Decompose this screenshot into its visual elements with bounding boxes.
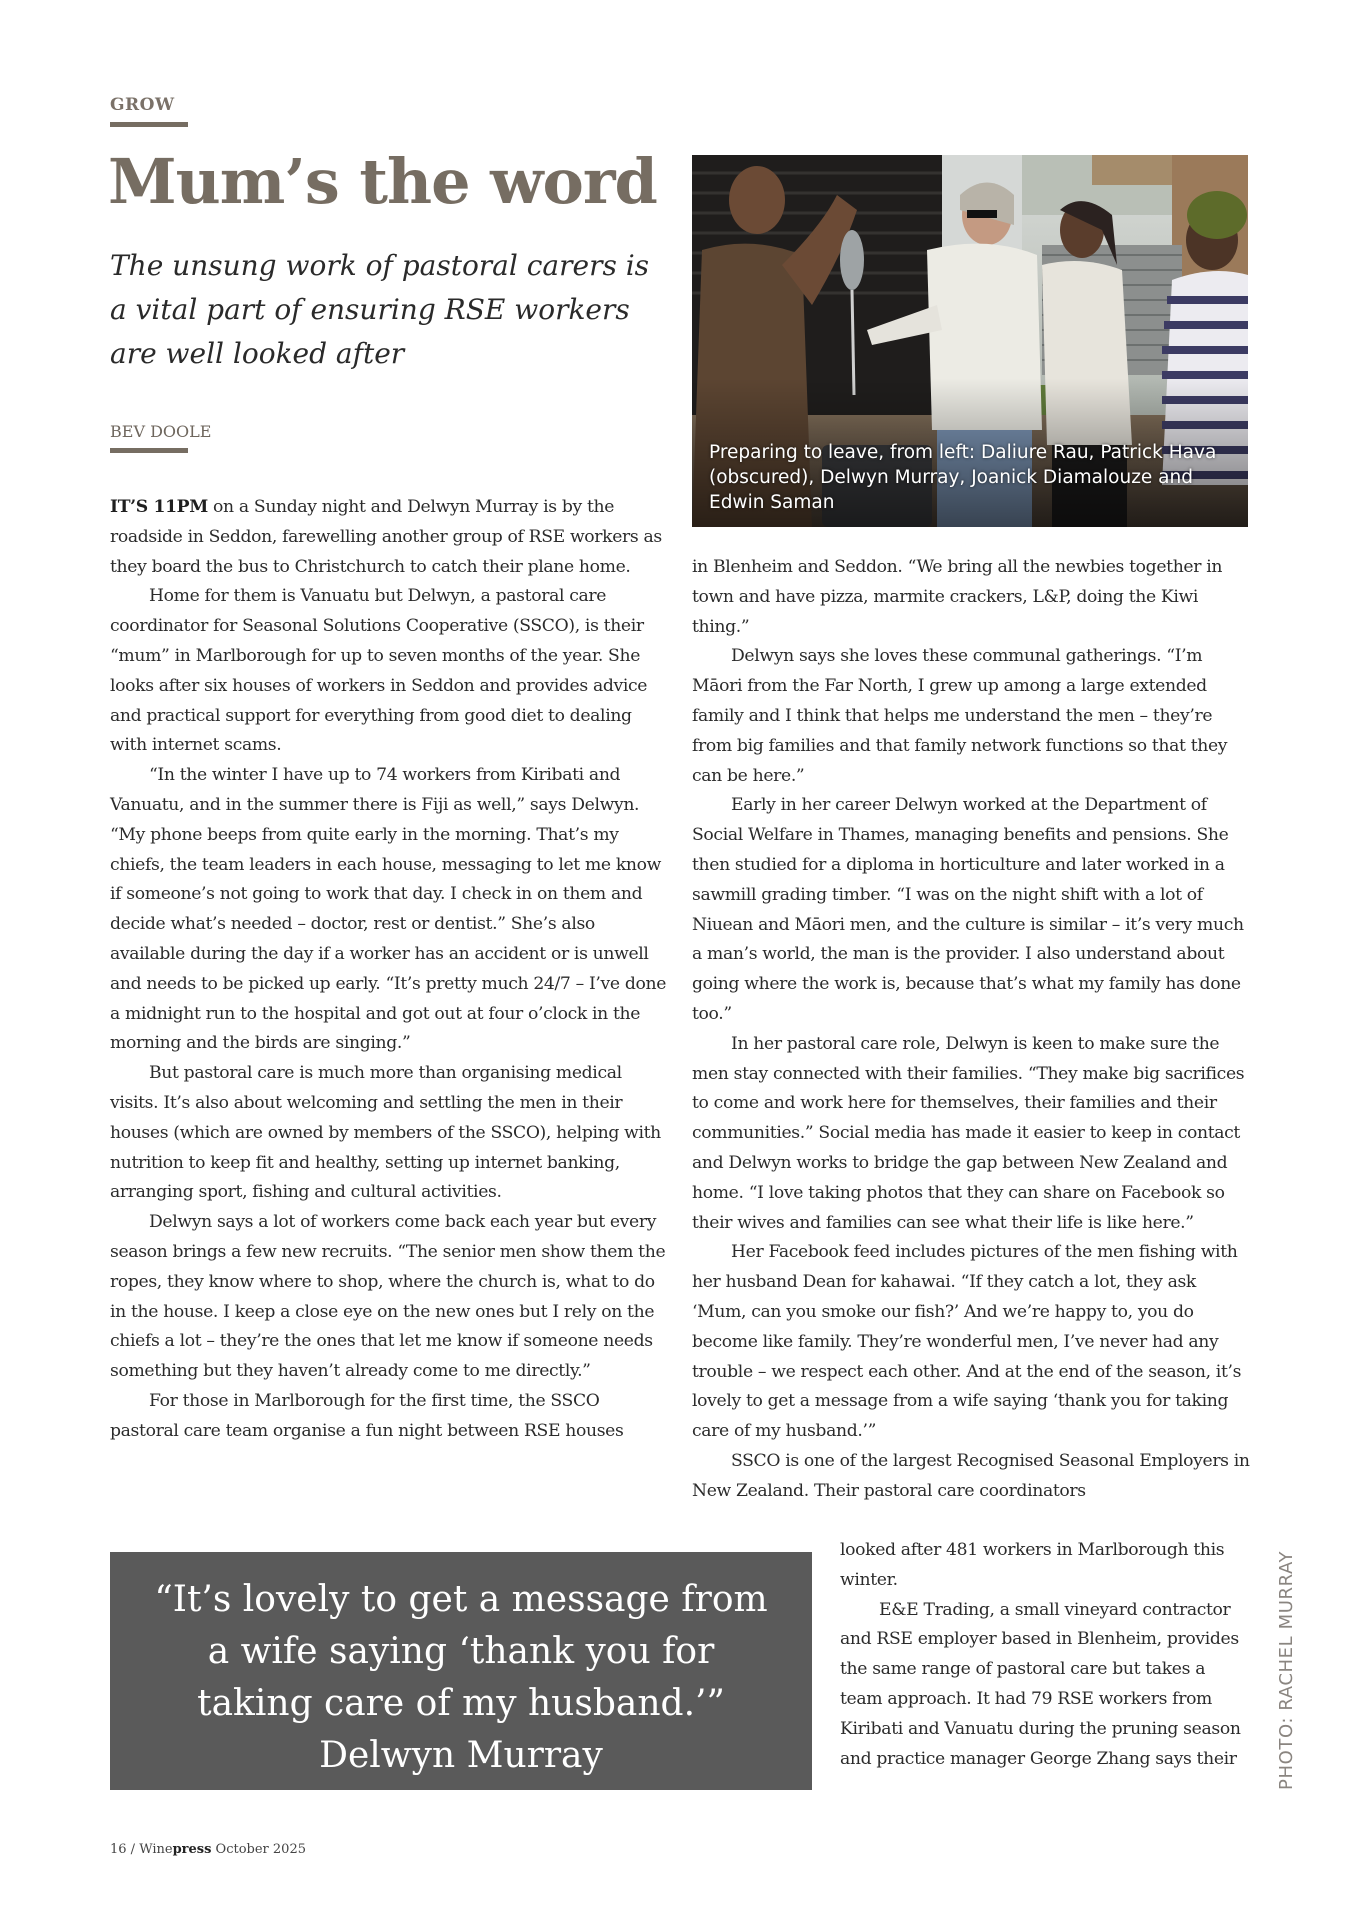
paragraph: Delwyn says she loves these communal gatherings. “I’m Māori from the Far North, I grew up among a large extended family and I think that helps me understand the men – they’re from big families and that family network functions so that they can be here.” <box>692 646 1228 786</box>
paragraph: Early in her career Delwyn worked at the Department of Social Welfare in Thames, managing benefits and pensions. She then studied for a diploma in horticulture and later worked in a sawmill grading timber. “I was on the night shift with a lot of Niuean and Māori men, and the culture is similar – it’s very much a man’s world, the man is the provider. I also understand about going where the work is, because that’s what my family has done too.” <box>692 795 1244 1024</box>
headline: Mum’s the word <box>108 145 657 218</box>
footer-separator: / <box>126 1842 140 1857</box>
article-column-left <box>110 493 670 1447</box>
article-column-right-narrow <box>840 1536 1252 1774</box>
paragraph: in Blenheim and Seddon. “We bring all the newbies together in town and have pizza, marmite crackers, L&P, doing the Kiwi thing.” <box>692 557 1223 637</box>
paragraph: SSCO is one of the largest Recognised Seasonal Employers in New Zealand. Their pastoral care coordinators <box>692 1450 1250 1501</box>
paragraph: But pastoral care is much more than organising medical visits. It’s also about welcoming and settling the men in their houses (which are owned by members of the SSCO), helping with nutrition to keep fit and healthy, setting up internet banking, arranging sport, fishing and cultural activities. <box>110 1063 661 1203</box>
paragraph: “In the winter I have up to 74 workers from Kiribati and Vanuatu, and in the summer there is Fiji as well,” says Delwyn. “My phone beeps from quite early in the morning. That’s my chiefs, the team leaders in each house, messaging to let me know if someone’s not going to work that day. I check in on them and decide what’s needed – doctor, rest or dentist.” She’s also available during the day if a worker has an accident or is unwell and needs to be picked up early. “It’s pretty much 24/7 – I’ve done a midnight run to the hospital and got out at four o’clock in the morning and the birds are singing.” <box>110 765 667 1054</box>
byline: BEV DOOLE <box>110 422 212 441</box>
publication-name-regular: Wine <box>139 1842 173 1857</box>
paragraph-text: on a Sunday night and Delwyn Murray is by the roadside in Seddon, farewelling another group of RSE workers as they board the bus to Christchurch to catch their plane home. <box>110 497 662 577</box>
pull-quote-attribution: Delwyn Murray <box>319 1735 603 1776</box>
section-label: GROW <box>110 95 175 115</box>
issue-date: October 2025 <box>211 1842 306 1857</box>
photo <box>692 155 1248 527</box>
paragraph <box>110 493 670 582</box>
paragraph: looked after 481 workers in Marlborough this winter. <box>840 1540 1225 1590</box>
paragraph: E&E Trading, a small vineyard contractor and RSE employer based in Blenheim, provides the same range of pastoral care but takes a team approach. It had 79 RSE workers from Kiribati and Vanuatu during the pruning season and practice manager George Zhang says their <box>840 1599 1241 1769</box>
footer <box>110 1842 306 1857</box>
pull-quote-text: “It’s lovely to get a message from a wife saying ‘thank you for taking care of my husband.’” <box>154 1579 768 1724</box>
section-rule <box>110 122 188 127</box>
paragraph: In her pastoral care role, Delwyn is keen to make sure the men stay connected with their families. “They make big sacrifices to come and work here for themselves, their families and their communities.” Social media has made it easier to keep in contact and Delwyn works to bridge the gap between New Zealand and home. “I love taking photos that they can share on Facebook so their wives and families can see what their life is like here.” <box>692 1033 1245 1233</box>
byline-rule <box>110 448 188 453</box>
photo-credit: PHOTO: RACHEL MURRAY <box>1276 1550 1297 1790</box>
paragraph: Her Facebook feed includes pictures of the men fishing with her husband Dean for kahawai. “If they catch a lot, they ask ‘Mum, can you smoke our fish?’ And we’re happy to, you do become like family. They’re wonderful men, I’ve never had any trouble – we respect each other. And at the end of the season, it’s lovely to get a message from a wife saying ‘thank you for taking care of my husband.’” <box>692 1242 1242 1442</box>
paragraph: Home for them is Vanuatu but Delwyn, a pastoral care coordinator for Seasonal Solutions Cooperative (SSCO), is their “mum” in Marlborough for up to seven months of the year. She looks after six houses of workers in Seddon and provides advice and practical support for everything from good diet to dealing with internet scams. <box>110 586 648 756</box>
page-number: 16 <box>110 1842 127 1857</box>
paragraph: Delwyn says a lot of workers come back each year but every season brings a few new recruits. “The senior men show them the ropes, they know where to shop, where the church is, what to do in the house. I keep a close eye on the new ones but I rely on the chiefs a lot – they’re the ones that let me know if someone needs something but they haven’t already come to me directly.” <box>110 1212 666 1382</box>
pull-quote <box>110 1552 812 1790</box>
article-column-right <box>692 553 1252 1507</box>
photo-caption: Preparing to leave, from left: Daliure Rau, Patrick Hava (obscured), Delwyn Murray, Joanick Diamalouze and Edwin Saman <box>709 442 1217 513</box>
publication-name <box>139 1842 211 1857</box>
standfirst: The unsung work of pastoral carers is a vital part of ensuring RSE workers are well looked after <box>110 249 650 370</box>
paragraph: For those in Marlborough for the first time, the SSCO pastoral care team organise a fun night between RSE houses <box>110 1390 624 1441</box>
lead-in: IT’S 11PM <box>110 497 208 517</box>
publication-name-bold: press <box>172 1842 212 1857</box>
